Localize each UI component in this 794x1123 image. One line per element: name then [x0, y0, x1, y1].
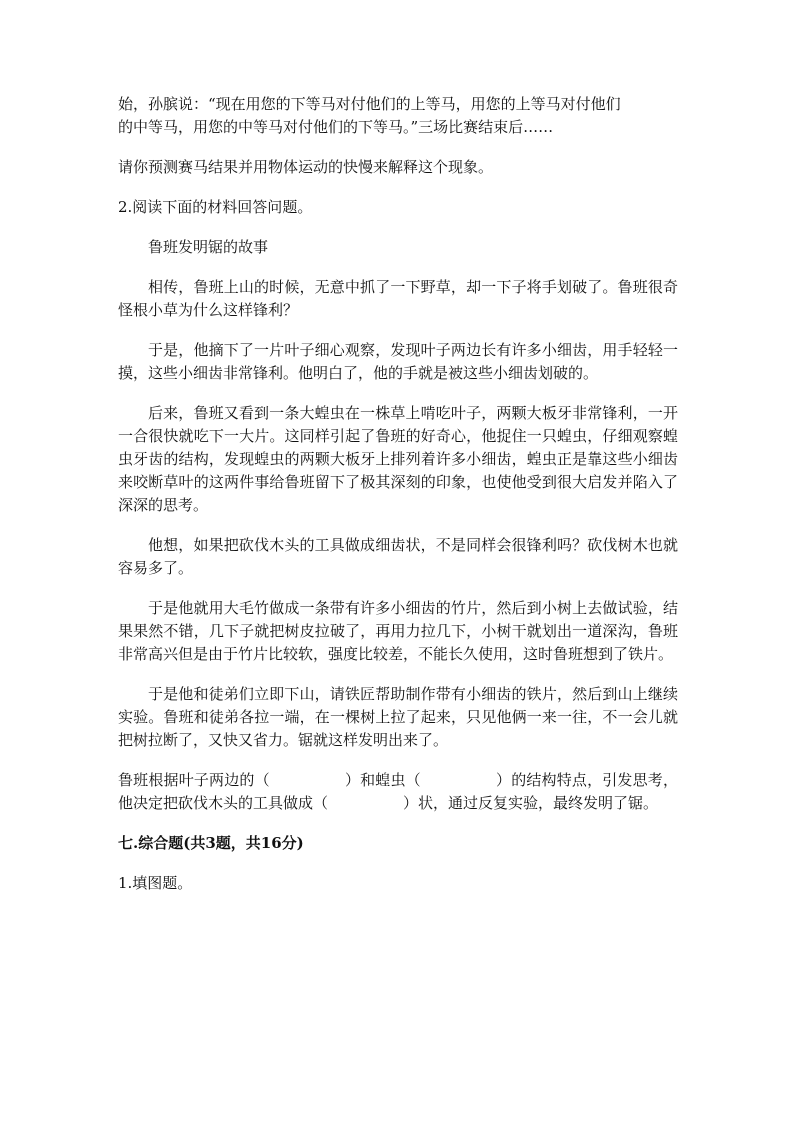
fill-text-1: 鲁班根据叶子两边的（	[118, 771, 270, 789]
story-paragraph: 他想，如果把砍伐木头的工具做成细齿状，不是同样会很锋利吗？砍伐树木也就容易多了。	[118, 536, 678, 577]
fill-text-4: ）状，通过反复实验，最终发明了锯。	[403, 794, 659, 812]
fill-in-question	[118, 769, 678, 815]
story-title: 鲁班发明锯的故事	[148, 238, 269, 256]
prev-question-line-2: 的中等马，用您的中等马对付他们的下等马。”三场比赛结束后……	[118, 118, 554, 136]
story-paragraph: 于是他就用大毛竹做成一条带有许多小细齿的竹片，然后到小树上去做试验，结果果然不错，几下子就把树皮拉破了，再用力拉几下，小树干就划出一道深沟，鲁班非常高兴但是由于竹片比较软，强度比较差，不能长久使用，这时鲁班想到了铁片。	[118, 599, 678, 663]
section-7-heading: 七.综合题(共3题，共16分)	[118, 834, 304, 852]
story-paragraph: 于是，他摘下了一片叶子细心观察，发现叶子两边长有许多小细齿，用手轻轻一摸，这些小细齿非常锋利。他明白了，他的手就是被这些小细齿划破的。	[118, 341, 678, 382]
question-2-label: 2.阅读下面的材料回答问题。	[118, 198, 313, 216]
fill-text-2: ）和蝗虫（	[344, 771, 421, 789]
story-paragraph: 后来，鲁班又看到一条大蝗虫在一株草上啃吃叶子，两颗大板牙非常锋利，一开一合很快就吃下一大片。这同样引起了鲁班的好奇心，他捉住一只蝗虫，仔细观察蝗虫牙齿的结构，发现蝗虫的两颗大板牙上排列着许多小细齿，蝗虫正是靠这些小细齿来咬断草叶的这两件事给鲁班留下了极其深刻的印象，也使他受到很大启发并陷入了深深的思考。	[118, 404, 678, 514]
story-paragraph: 于是他和徒弟们立即下山，请铁匠帮助制作带有小细齿的铁片，然后到山上继续实验。鲁班和徒弟各拉一端，在一棵树上拉了起来，只见他俩一来一往，不一会儿就把树拉断了，又快又省力。锯就这样发明出来了。	[118, 685, 678, 749]
prev-question-prompt: 请你预测赛马结果并用物体运动的快慢来解释这个现象。	[118, 158, 494, 176]
story-paragraph: 相传，鲁班上山的时候，无意中抓了一下野草，却一下子将手划破了。鲁班很奇怪根小草为什么这样锋利？	[118, 278, 678, 319]
fill-text-3: ）的结构特点，引发思考，他决定把砍伐木头的工具做成（	[118, 771, 678, 812]
document-page	[118, 93, 678, 895]
prev-question-line-1: 始，孙膑说：“现在用您的下等马对付他们的上等马，用您的上等马对付他们	[118, 95, 621, 113]
section-7-question-1: 1.填图题。	[118, 874, 193, 892]
